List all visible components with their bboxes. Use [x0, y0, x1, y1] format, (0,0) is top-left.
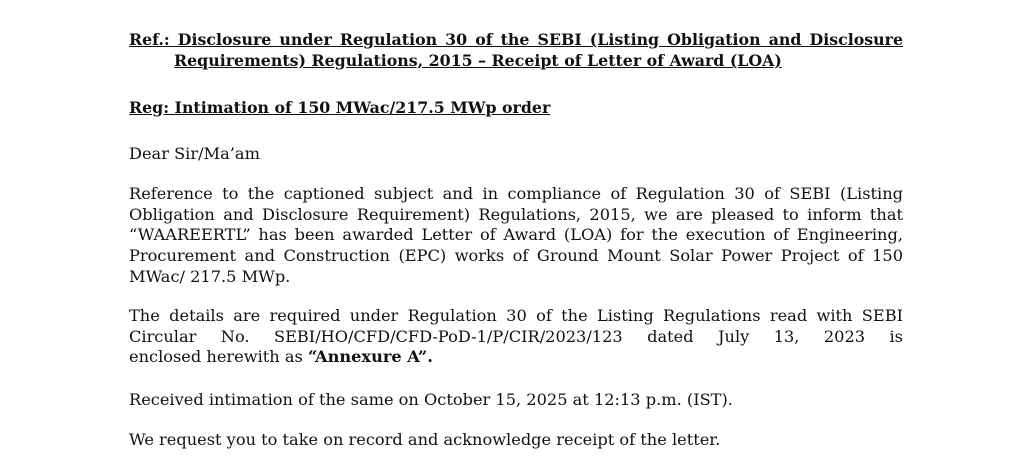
paragraph-regulation-details — [129, 306, 903, 368]
paragraph-award-details — [129, 184, 903, 288]
clipped-top-line — [129, 0, 900, 6]
reference-line-1: Ref.: Disclosure under Regulation 30 of the SEBI (Listing Obligation and Disclosure — [129, 30, 903, 49]
subject-line: Reg: Intimation of 150 MWac/217.5 MWp order — [129, 98, 551, 117]
paragraph-line — [129, 347, 903, 368]
paragraph-request — [129, 430, 903, 451]
paragraph-intimation-time — [129, 390, 903, 411]
paragraph-line: Procurement and Construction (EPC) works of Ground Mount Solar Power Project of 150 — [129, 246, 903, 266]
reference-line-2: Requirements) Regulations, 2015 – Receipt of Letter of Award (LOA) — [174, 51, 782, 70]
salutation-text: Dear Sir/Ma’am — [129, 144, 260, 163]
annexure-prefix: enclosed herewith as — [129, 347, 308, 367]
paragraph-line: Circular No. SEBI/HO/CFD/CFD-PoD-1/P/CIR/2023/123 dated July 13, 2023 is — [129, 326, 903, 346]
request-text: We request you to take on record and acknowledge receipt of the letter. — [129, 430, 721, 449]
paragraph-line: “WAAREERTL” has been awarded Letter of Award (LOA) for the execution of Engineering, — [129, 225, 903, 245]
paragraph-line: MWac/ 217.5 MWp. — [129, 266, 291, 286]
paragraph-line: Reference to the captioned subject and in compliance of Regulation 30 of SEBI (Listing — [129, 184, 903, 203]
paragraph-line: The details are required under Regulation 30 of the Listing Regulations read with SEBI — [129, 306, 903, 325]
annexure-reference: “Annexure A”. — [307, 347, 433, 367]
salutation — [129, 144, 903, 165]
paragraph-line: Obligation and Disclosure Requirement) Regulations, 2015, we are pleased to inform that — [129, 204, 903, 224]
intimation-text: Received intimation of the same on October 15, 2025 at 12:13 p.m. (IST). — [129, 390, 733, 409]
